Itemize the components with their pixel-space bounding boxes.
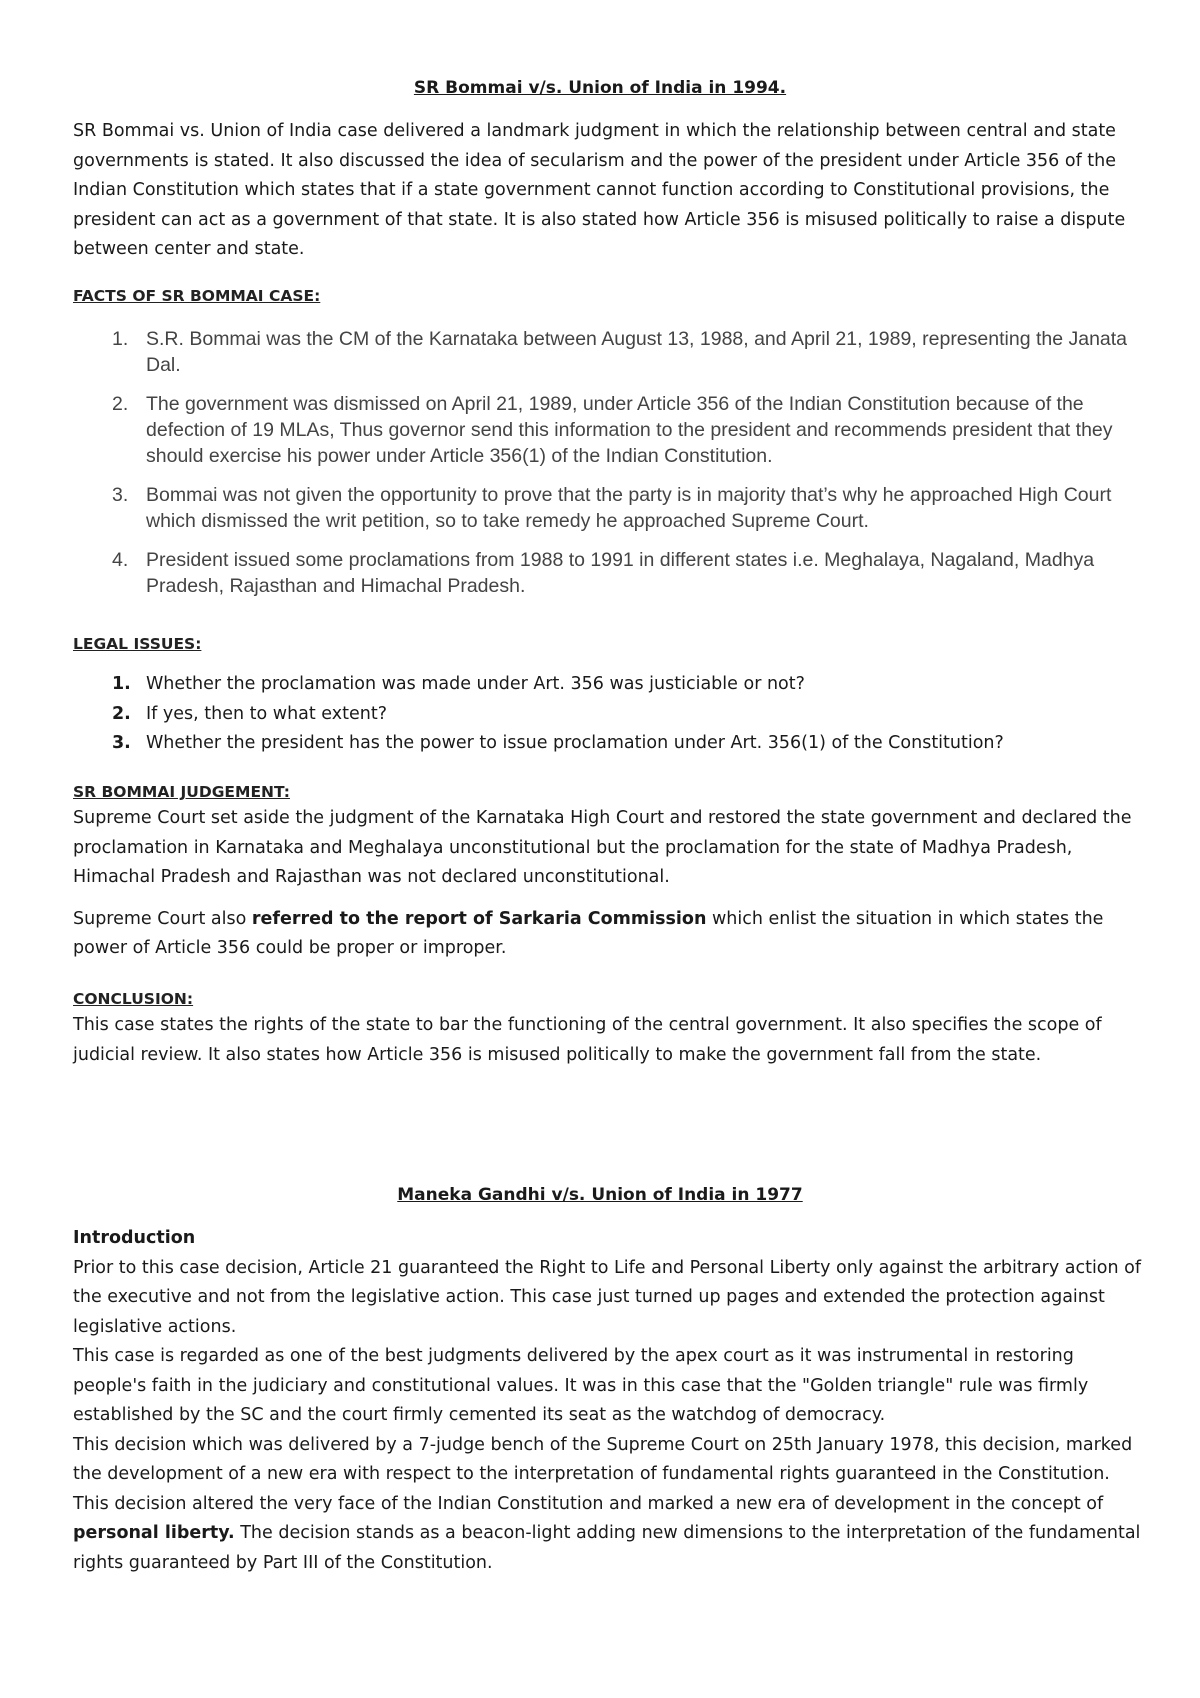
case1-title: SR Bommai v/s. Union of India in 1994. bbox=[413, 78, 787, 98]
conclusion-section bbox=[73, 987, 1143, 1070]
list-item: 2. If yes, then to what extent? bbox=[112, 703, 387, 724]
list-item: 1. S.R. Bommai was the CM of the Karnataka between August 13, 1988, and April 21, 1989, representing the Janata Dal. bbox=[112, 328, 1128, 376]
judgement-heading: SR BOMMAI JUDGEMENT: bbox=[73, 783, 290, 801]
list-item: 2. The government was dismissed on April 21, 1989, under Article 356 of the Indian Constitution because of the defection of 19 MLAs, Thus governor send this information to the president and recommends president that they should exercise his power under Article 356(1) of the Indian Constitution. bbox=[112, 393, 1113, 467]
conclusion-heading: CONCLUSION: bbox=[73, 990, 194, 1008]
case2-title: Maneka Gandhi v/s. Union of India in 1977 bbox=[397, 1185, 803, 1205]
issues-heading: LEGAL ISSUES: bbox=[73, 635, 202, 653]
list-item: 3. Bommai was not given the opportunity to prove that the party is in majority that’s why he approached High Court which dismissed the writ petition, so to take remedy he approached Supreme Court. bbox=[112, 484, 1112, 532]
list-item: 3. Whether the president has the power to issue proclamation under Art. 356(1) of the Constitution? bbox=[112, 733, 1004, 753]
conclusion-paragraph: This case states the rights of the state to bar the functioning of the central government. It also specifies the scope of judicial review. It also states how Article 356 is misused politically to make the government fall from the state. bbox=[73, 1015, 1102, 1065]
judgement-paragraph-2: Supreme Court also referred to the report of Sarkaria Commission which enlist the situation in which states the power of Article 356 could be proper or improper. bbox=[73, 908, 1104, 958]
case2-paragraph-2: This case is regarded as one of the best judgments delivered by the apex court as it was instrumental in restoring people's faith in the judiciary and constitutional values. It was in this case that the "Golden triangle" rule was firmly established by the SC and the court firmly cemented its seat as the watchdog of democracy. bbox=[73, 1346, 1089, 1425]
case1-intro-block bbox=[73, 117, 1143, 265]
issues-list bbox=[73, 670, 1143, 759]
facts-heading: FACTS OF SR BOMMAI CASE: bbox=[73, 287, 321, 305]
case2-paragraph-1: Prior to this case decision, Article 21 guaranteed the Right to Life and Personal Liberty only against the arbitrary action of the executive and not from the legislative action. This case just turned up pages and extended the protection against legislative actions. bbox=[73, 1257, 1142, 1337]
list-item: 4. President issued some proclamations from 1988 to 1991 in different states i.e. Meghalaya, Nagaland, Madhya Pradesh, Rajasthan and Himachal Pradesh. bbox=[112, 549, 1095, 597]
judgement-section bbox=[73, 780, 1143, 964]
judgement-paragraph-1: Supreme Court set aside the judgment of the Karnataka High Court and restored the state government and declared the proclamation in Karnataka and Meghalaya unconstitutional but the proclamation for the state of Madhya Pradesh, Himachal Pradesh and Rajasthan was not declared unconstitutional. bbox=[73, 808, 1132, 887]
issues-section bbox=[73, 632, 1143, 759]
facts-section bbox=[73, 284, 1143, 612]
case2-body bbox=[73, 1224, 1143, 1578]
case2-paragraph-3: This decision which was delivered by a 7-judge bench of the Supreme Court on 25th January 1978, this decision, marked the development of a new era with respect to the interpretation of fundamental rights guaranteed in the Constitution. This decision altered the very face of the Indian Constitution and marked a new era of development in the concept of personal liberty. The decision stands as a beacon-light adding new dimensions to the interpretation of the fundamental rights guaranteed by Part III of the Constitution. bbox=[73, 1434, 1141, 1573]
facts-list bbox=[73, 326, 1143, 599]
introduction-heading: Introduction bbox=[73, 1228, 196, 1248]
list-item: 1. Whether the proclamation was made under Art. 356 was justiciable or not? bbox=[112, 674, 805, 694]
case1-intro: SR Bommai vs. Union of India case delivered a landmark judgment in which the relationship between central and state governments is stated. It also discussed the idea of secularism and the power of the president under Article 356 of the Indian Constitution which states that if a state government cannot function according to Constitutional provisions, the president can act as a government of that state. It is also stated how Article 356 is misused politically to raise a dispute between center and state. bbox=[73, 121, 1126, 259]
